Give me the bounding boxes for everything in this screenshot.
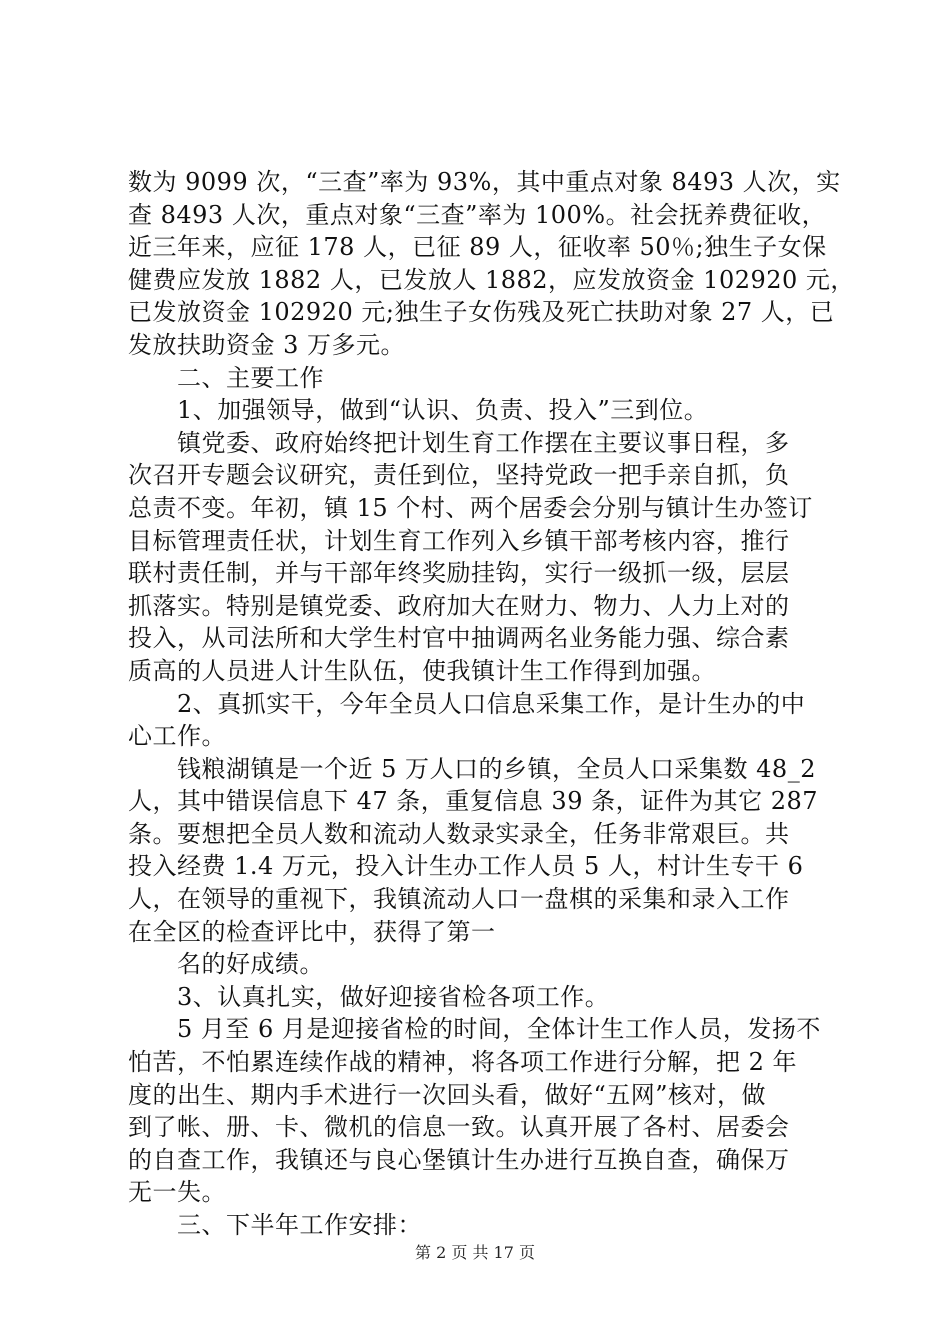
text-line: 人，其中错误信息下 47 条，重复信息 39 条，证件为其它 287 [128,787,819,816]
text-line: 投入经费 1.4 万元，投入计生办工作人员 5 人，村计生专干 6 [128,852,804,881]
text-line: 5 月至 6 月是迎接省检的时间，全体计生工作人员，发扬不 [128,1015,821,1044]
page-footer: 第 2 页 共 17 页 [415,1243,535,1262]
text-line: 查 8493 人次，重点对象“三查”率为 100%。社会抚养费征收， [128,200,827,229]
text-line: 发放扶助资金 3 万多元。 [128,330,406,359]
text-line: 在全区的检查评比中，获得了第一 [128,917,496,946]
text-line: 总责不变。年初，镇 15 个村、两个居委会分别与镇计生办签订 [128,493,813,522]
text-line: 度的出生、期内手术进行一次回头看，做好“五网”核对，做 [128,1080,767,1109]
text-line: 抓落实。特别是镇党委、政府加大在财力、物力、人力上对的 [128,591,790,620]
text-line: 近三年来，应征 178 人，已征 89 人，征收率 50％;独生子女保 [128,233,827,262]
text-line: 数为 9099 次，“三查”率为 93%，其中重点对象 8493 人次，实 [128,168,841,196]
text-line: 已发放资金 102920 元;独生子女伤残及死亡扶助对象 27 人，已 [128,298,835,327]
text-line: 怕苦，不怕累连续作战的精神，将各项工作进行分解，把 2 年 [128,1048,798,1077]
text-line: 质高的人员进人计生队伍，使我镇计生工作得到加强。 [128,656,716,685]
text-line: 2、真抓实干，今年全员人口信息采集工作，是计生办的中 [128,689,806,718]
text-line: 到了帐、册、卡、微机的信息一致。认真开展了各村、居委会 [128,1113,790,1142]
text-line: 条。要想把全员人数和流动人数录实录全，任务非常艰巨。共 [128,819,790,848]
text-line: 名的好成绩。 [128,950,324,979]
text-line: 无一失。 [128,1178,226,1207]
text-line: 三、下半年工作安排： [128,1211,422,1239]
text-line: 投入，从司法所和大学生村官中抽调两名业务能力强、综合素 [128,624,790,653]
text-line: 联村责任制，并与干部年终奖励挂钩，实行一级抓一级，层层 [128,559,790,588]
text-line: 目标管理责任状，计划生育工作列入乡镇干部考核内容，推行 [128,526,790,555]
body-text [128,166,855,1242]
text-line: 次召开专题会议研究，责任到位，坚持党政一把手亲自抓，负 [128,461,790,490]
text-line: 二、主要工作 [128,363,324,392]
text-line: 3、认真扎实，做好迎接省检各项工作。 [128,982,610,1011]
text-line: 健费应发放 1882 人，已发放人 1882，应发放资金 102920 元， [128,265,855,294]
text-line: 钱粮湖镇是一个近 5 万人口的乡镇，全员人口采集数 48_2 [128,754,816,783]
text-line: 镇党委、政府始终把计划生育工作摆在主要议事日程，多 [128,428,790,457]
text-line: 1、加强领导，做到“认识、负责、投入”三到位。 [128,396,709,425]
text-line: 心工作。 [128,722,226,751]
text-line: 人，在领导的重视下，我镇流动人口一盘棋的采集和录入工作 [128,885,790,914]
text-line: 的自查工作，我镇还与良心堡镇计生办进行互换自查，确保万 [128,1145,790,1174]
